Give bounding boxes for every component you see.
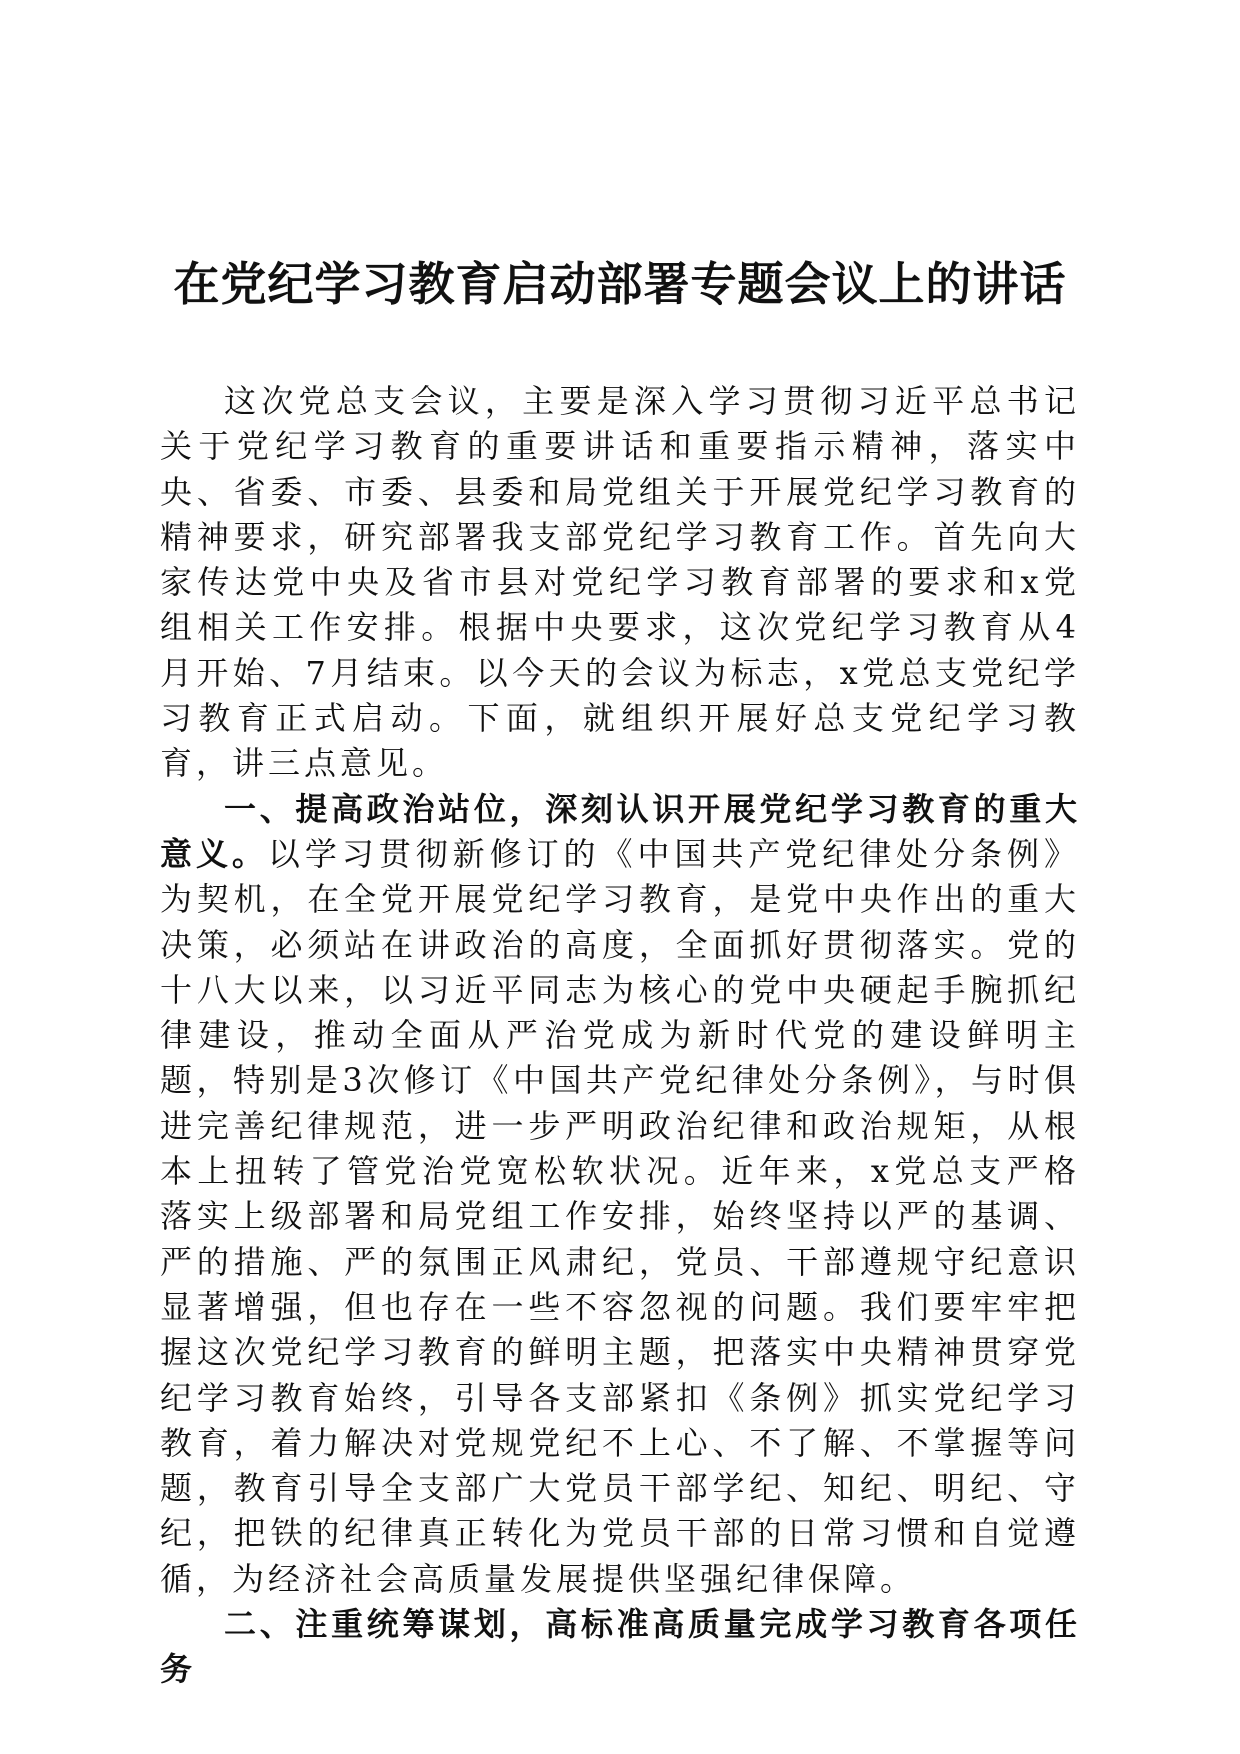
section-1-heading: 一、提高政治站位，深刻认识开展党纪学习教育的重大意义。 bbox=[160, 789, 1080, 873]
section-2-heading: 二、注重统筹谋划，高标准高质量完成学习教育各项任务 bbox=[160, 1605, 1080, 1689]
intro-paragraph: 这次党总支会议，主要是深入学习贯彻习近平总书记关于党纪学习教育的重要讲话和重要指示精神，落实中央、省委、市委、县委和局党组关于开展党纪学习教育的精神要求，研究部署我支部党纪学习教育工作。首先向大家传达党中央及省市县对党纪学习教育部署的要求和x党组相关工作安排。根据中央要求，这次党纪学习教育从4月开始、7月结束。以今天的会议为标志，x党总支党纪学习教育正式启动。下面，就组织开展好总支党纪学习教育，讲三点意见。 bbox=[160, 382, 1080, 783]
section-1-body: 以学习贯彻新修订的《中国共产党纪律处分条例》为契机，在全党开展党纪学习教育，是党中央作出的重大决策，必须站在讲政治的高度，全面抓好贯彻落实。党的十八大以来，以习近平同志为核心的党中央硬起手腕抓纪律建设，推动全面从严治党成为新时代党的建设鲜明主题，特别是3次修订《中国共产党纪律处分条例》，与时俱进完善纪律规范，进一步严明政治纪律和政治规矩，从根本上扭转了管党治党宽松软状况。近年来，x党总支严格落实上级部署和局党组工作安排，始终坚持以严的基调、严的措施、严的氛围正风肃纪，党员、干部遵规守纪意识显著增强，但也存在一些不容忽视的问题。我们要牢牢把握这次党纪学习教育的鲜明主题，把落实中央精神贯穿党纪学习教育始终，引导各支部紧扣《条例》抓实党纪学习教育，着力解决对党规党纪不上心、不了解、不掌握等问题，教育引导全支部广大党员干部学纪、知纪、明纪、守纪，把铁的纪律真正转化为党员干部的日常习惯和自觉遵循，为经济社会高质量发展提供坚强纪律保障。 bbox=[160, 834, 1080, 1598]
document-title: 在党纪学习教育启动部署专题会议上的讲话 bbox=[173, 257, 1067, 311]
section-1-paragraph bbox=[160, 787, 1080, 1602]
document-body bbox=[160, 379, 1080, 1693]
